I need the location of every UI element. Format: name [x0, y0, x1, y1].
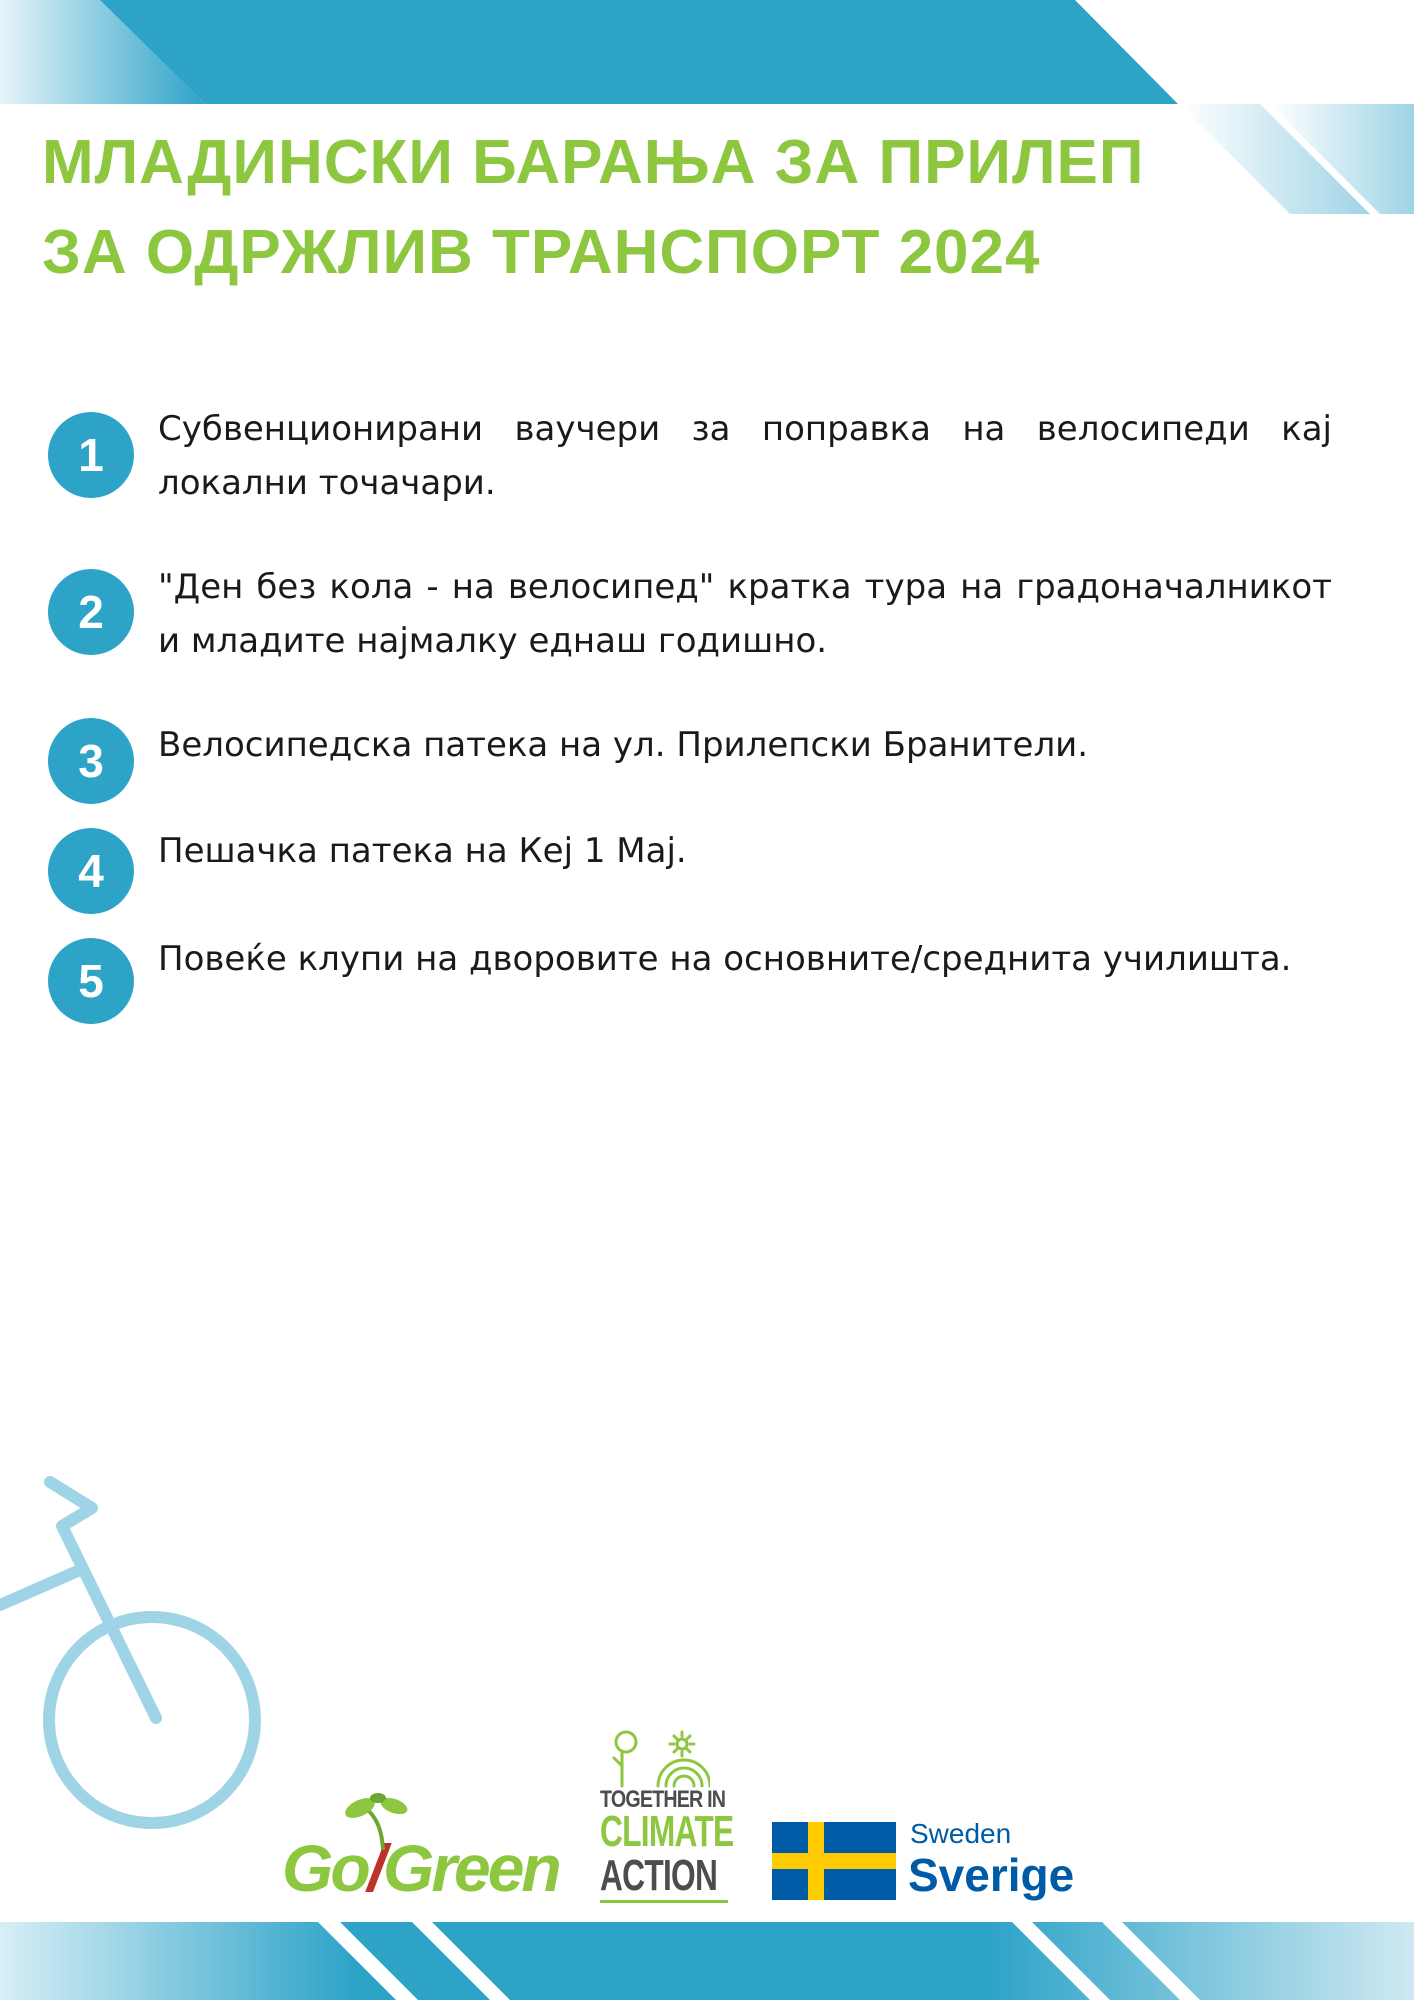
- number-badge: 5: [48, 938, 134, 1024]
- partner-logos: [282, 1730, 1102, 1910]
- item-text: Повеќе клупи на дворовите на основните/среднита училишта.: [158, 939, 1292, 979]
- number-badge: 3: [48, 718, 134, 804]
- gogreen-logo: Go/Green: [282, 1831, 559, 1905]
- bottom-band: [0, 1922, 1414, 2000]
- number-badge: 4: [48, 828, 134, 914]
- number-badge: 2: [48, 569, 134, 655]
- top-band: [100, 0, 1178, 104]
- sweden-label: Sweden: [910, 1818, 1012, 1849]
- tree-sprout-icon: [600, 1730, 710, 1788]
- tca-line-2: CLIMATE: [600, 1807, 734, 1856]
- tca-line-1: TOGETHER IN: [600, 1786, 726, 1813]
- title-line-2: ЗА ОДРЖЛИВ ТРАНСПОРТ 2024: [42, 218, 1041, 287]
- item-text: Велосипедска патека на ул. Прилепски Бранители.: [158, 725, 1089, 765]
- item-text: Субвенционирани ваучери за поправка на велосипеди кај локални точачари.: [158, 409, 1332, 503]
- sweden-flag-icon: [772, 1822, 896, 1900]
- title-line-1: МЛАДИНСКИ БАРАЊА ЗА ПРИЛЕП: [42, 128, 1145, 197]
- leaf-sprout-icon: [338, 1792, 428, 1852]
- page-title: [42, 118, 1192, 298]
- item-text: Пешачка патека на Кеј 1 Мај.: [158, 831, 687, 871]
- bicycle-icon: [0, 1470, 280, 1830]
- number-badge: 1: [48, 412, 134, 498]
- tca-line-3: ACTION: [600, 1851, 718, 1900]
- sverige-label: Sverige: [908, 1849, 1075, 1901]
- item-text: "Ден без кола - на велосипед" кратка тура на градоначалникот и младите најмалку еднаш годишно.: [158, 567, 1332, 661]
- tca-underline: [600, 1900, 728, 1903]
- together-climate-action-logo: [600, 1730, 740, 1905]
